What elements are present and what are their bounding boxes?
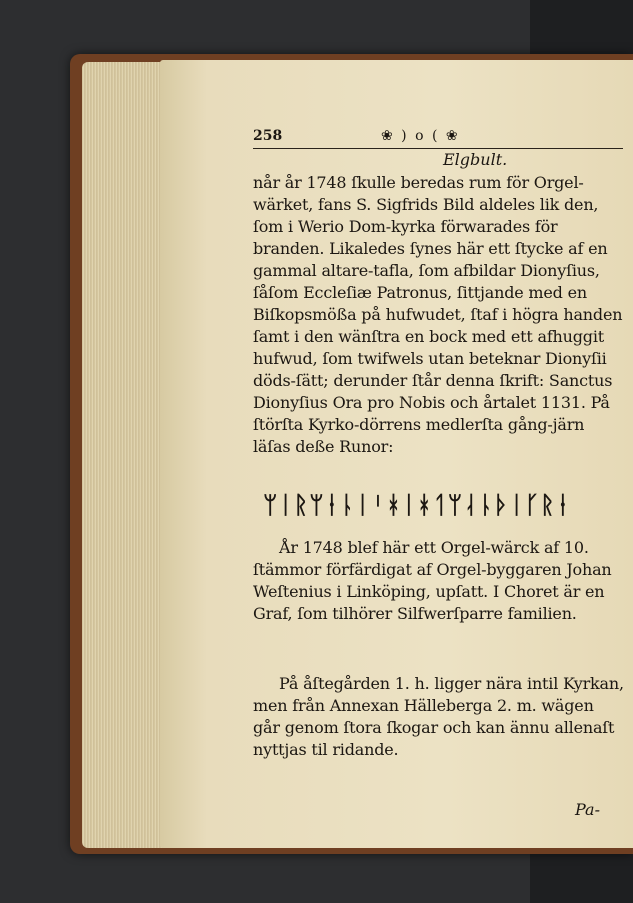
page-number: 258	[253, 128, 283, 144]
paragraph-2-text: År 1748 blef här ett Orgel-wärck af 10. ſtämmor förfärdigat af Orgel-byggaren Johan Weſtenius i Linköping, upſatt. I Choret är en Graf, ſom tilhörer Silfwerſparre familien.	[253, 538, 612, 623]
running-header	[253, 128, 623, 148]
header-rule	[253, 148, 623, 149]
section-title: Elgbult.	[443, 150, 508, 169]
catchword: Pa-	[575, 800, 600, 819]
header-ornament: ❀ ) o ( ❀	[381, 128, 460, 144]
runic-inscription: ᛘᛁᚱᛘᛂᚿᛁᛌᚼᛁᚼᛐᛘᛆᚿᚦᛁᚴᚱᛂ	[263, 490, 571, 519]
paragraph-1: når år 1748 ſkulle beredas rum för Orgel-wärket, fans S. Sigfrids Bild aldeles lik den, ſom i Werio Dom-kyrka förwarades för branden. Likaledes ſynes här ett ſtycke af en gammal altare-tafla, ſom afbildar Dionyſius, ſåſom Eccleſiæ Patronus, ſittjande med en Biſkopsmößa på hufwudet, ſtaf i högra handen ſamt i den wänſtra en bock med ett afhuggit hufwud, ſom twifwels utan beteknar Dionyſii döds-ſätt; derunder ſtår denna ſkrift: Sanctus Dionyſius Ora pro Nobis och årtalet 1131. På ſtörſta Kyrko-dörrens medlerſta gång-järn läſas deße Runor:	[253, 173, 623, 456]
paragraph-3-text: På åſtegården 1. h. ligger nära intil Kyrkan, men från Annexan Hälleberga 2. m. wägen går genom ſtora ſkogar och kan ännu allenaſt nyttjas til ridande.	[253, 674, 624, 759]
page-content	[215, 110, 625, 830]
paragraph-2	[253, 537, 625, 625]
paragraph-3	[253, 673, 625, 761]
